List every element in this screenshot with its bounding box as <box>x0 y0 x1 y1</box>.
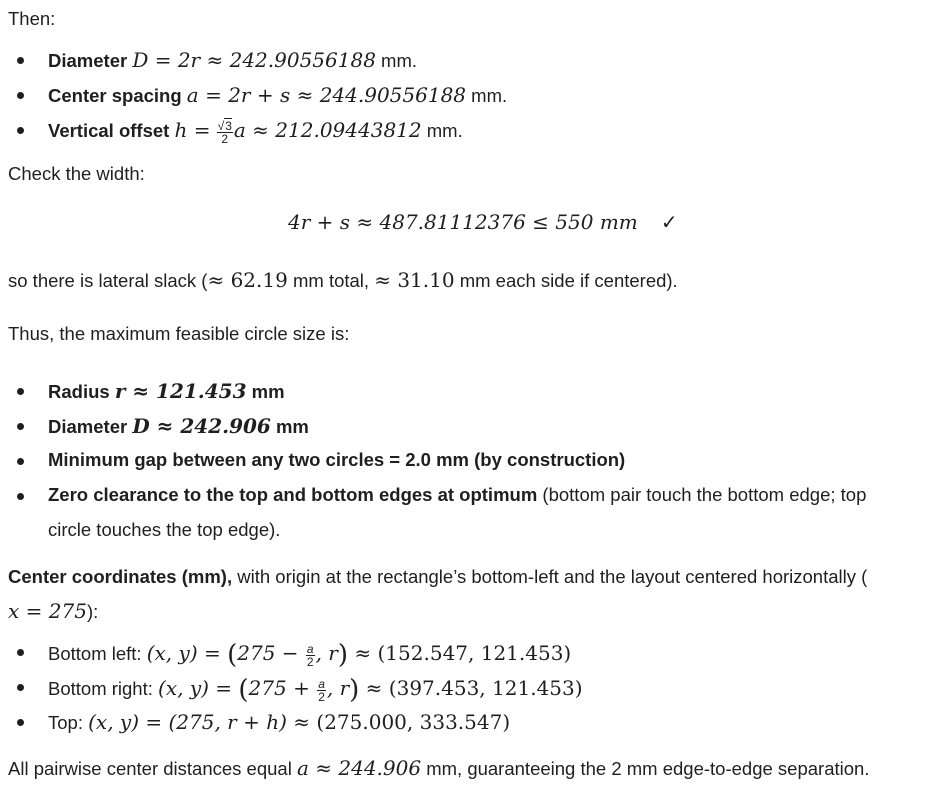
formula-inner: , r <box>315 641 338 665</box>
formula: D = 2r ≈ 242.90556188 <box>132 48 376 72</box>
fraction <box>306 643 315 668</box>
bullet-dot <box>17 127 24 134</box>
then-label: Then: <box>8 8 56 29</box>
unit: mm. <box>466 85 508 106</box>
bullet-dot <box>17 92 24 99</box>
formula-result: ≈ (152.547, 121.453) <box>348 641 572 665</box>
check-width-label: Check the width: <box>8 163 145 184</box>
bullet-dot <box>17 458 24 465</box>
label: Bottom right: <box>48 678 159 699</box>
conclusion-paragraph <box>8 756 869 780</box>
paren-close: ) <box>337 640 349 670</box>
centers-paragraph-line2 <box>8 599 98 623</box>
bullet-dot <box>17 57 24 64</box>
label: Center coordinates (mm), <box>8 566 233 587</box>
fraction-denominator: 2 <box>221 131 229 146</box>
formula-inner: 275 − <box>237 641 305 665</box>
formula: a ≈ 244.906 <box>296 756 422 780</box>
label: Diameter <box>48 416 128 437</box>
paren-close: ) <box>349 675 360 705</box>
bullet-dot <box>17 493 24 500</box>
fraction-numerator: a <box>318 676 325 691</box>
label: Center spacing <box>48 85 182 106</box>
sqrt-radicand: 3 <box>225 118 232 133</box>
centers-paragraph <box>8 566 867 588</box>
zero-clearance-continuation: circle touches the top edge). <box>48 519 281 540</box>
detail-text: with origin at the rectangle’s bottom-left and the layout centered horizontally ( <box>232 566 868 587</box>
width-inequality: 4r + s ≈ 487.81112376 ≤ 550 mm <box>288 210 638 234</box>
max-size-label: Thus, the maximum feasible circle size is: <box>8 323 350 344</box>
formula-rhs: a ≈ 212.09443812 <box>233 118 422 142</box>
display-equation <box>288 210 678 234</box>
label: Top: <box>48 712 89 733</box>
detail-text: ): <box>86 601 99 622</box>
slack-each-side: ≈ 31.10 <box>374 268 455 292</box>
slack-text: mm each side if centered). <box>454 270 678 291</box>
unit: mm. <box>421 120 463 141</box>
formula-lhs: (x, y) = <box>88 710 169 734</box>
bullet-dot <box>17 423 24 430</box>
formula-lhs: h = <box>174 118 211 142</box>
formula-inner: (275, r + h) <box>168 710 287 734</box>
formula: r ≈ 121.453 <box>114 379 247 403</box>
label: Vertical offset <box>48 120 170 141</box>
formula-inner-text: 275, r + h <box>176 710 280 734</box>
fraction-denominator: 2 <box>306 654 314 669</box>
label: Radius <box>48 381 110 402</box>
bullet-dot <box>17 719 24 726</box>
label: Minimum gap between any two circles = 2.0 mm (by construction) <box>48 449 626 470</box>
formula: D ≈ 242.906 <box>132 414 271 438</box>
fraction-denominator: 2 <box>318 689 325 704</box>
formula-inner: , r <box>326 676 350 700</box>
label: Bottom left: <box>48 643 147 664</box>
fraction: $\frac{√3}{2}$ <box>217 118 232 146</box>
formula: x = 275 <box>8 599 87 623</box>
formula-result: ≈ (397.453, 121.453) <box>359 676 583 700</box>
detail-text: (bottom pair touch the bottom edge; top <box>537 484 867 505</box>
unit: mm <box>246 381 285 402</box>
formula-result: ≈ (275.000, 333.547) <box>286 710 511 734</box>
paren-open: ( <box>227 640 238 670</box>
fraction <box>317 678 326 703</box>
slack-paragraph <box>8 268 678 292</box>
conclusion-text: mm, guaranteeing the 2 mm edge-to-edge separation. <box>421 758 870 779</box>
unit: mm <box>270 416 309 437</box>
slack-text: so there is lateral slack ( <box>8 270 208 291</box>
label: Zero clearance to the top and bottom edges at optimum <box>48 484 538 505</box>
bullet-dot <box>17 649 24 656</box>
slack-text: mm total, <box>287 270 375 291</box>
fraction-numerator: a <box>306 641 314 656</box>
formula-inner: 275 + <box>248 676 317 700</box>
check-icon: ✓ <box>660 210 678 234</box>
bullet-dot <box>17 388 24 395</box>
formula: a = 2r + s ≈ 244.90556188 <box>186 83 467 107</box>
formula-lhs: (x, y) = <box>158 676 239 700</box>
paren-open: ( <box>238 675 249 705</box>
label: Diameter <box>48 50 128 71</box>
formula-lhs: (x, y) = <box>146 641 228 665</box>
conclusion-text: All pairwise center distances equal <box>8 758 297 779</box>
bullet-dot <box>17 684 24 691</box>
unit: mm. <box>375 50 418 71</box>
slack-total: ≈ 62.19 <box>207 268 288 292</box>
